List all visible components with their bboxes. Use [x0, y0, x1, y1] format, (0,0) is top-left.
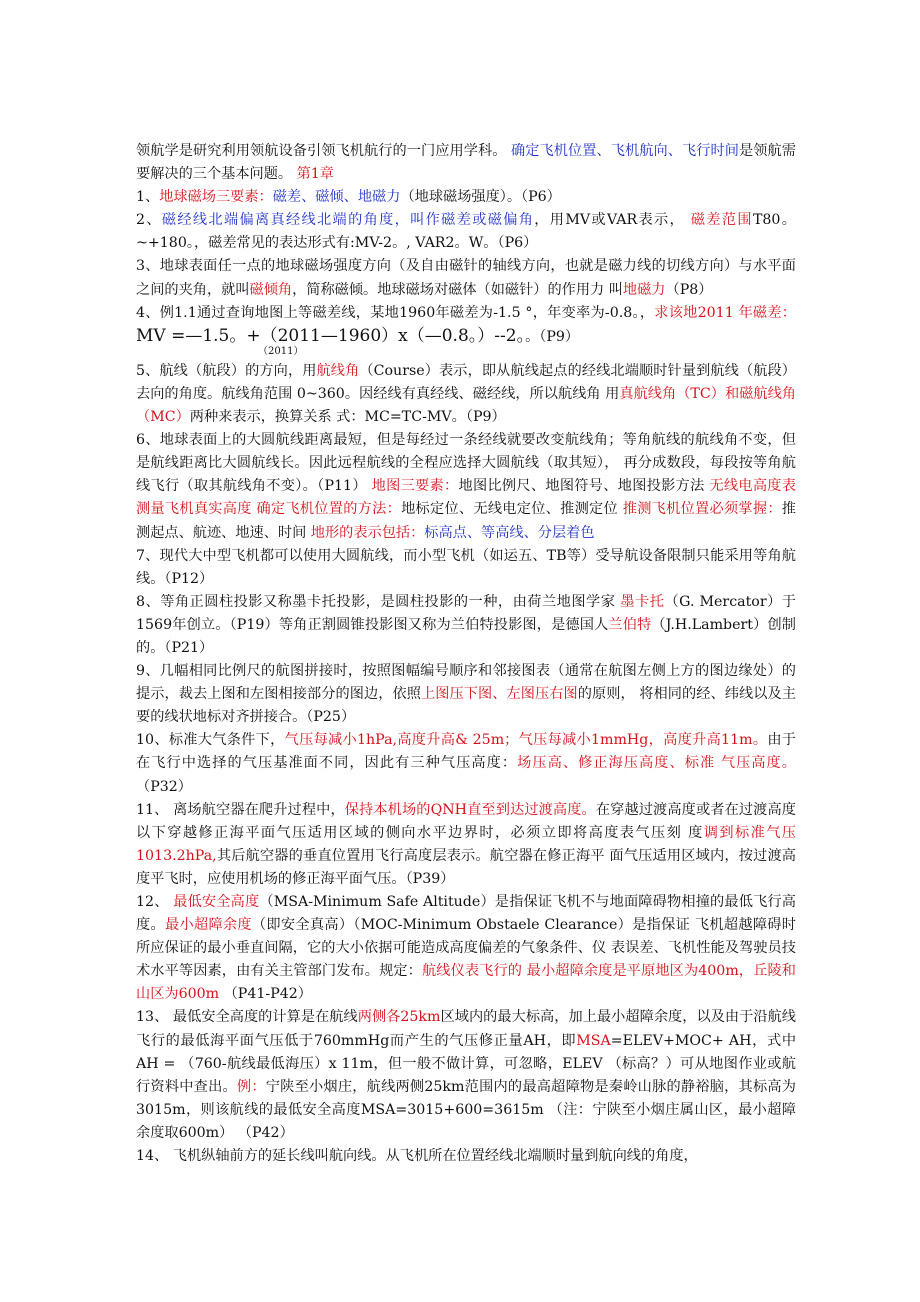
text-segment: =ELEV+MOC+ AH，式中AH = （760-航线最低海压）x 11m，但一般不做计算，可忽略，ELEV （标高？）可从地图作业或航行资料中查出。 [136, 1032, 797, 1095]
text-segment: 地磁力 [622, 281, 666, 298]
text-segment: 推测飞机位置必须掌握： [622, 501, 782, 518]
text-segment: ，用MV或VAR表示， [534, 212, 691, 229]
text-segment: 宁陕至小烟庄，航线两侧25km范围内的最高超障物是秦岭山脉的静裕脑，其标高为 3015m，则该航线的最低安全高度MSA=3015+600=3615m （注：宁陕至小烟庄属山区，最小超障余度取600m） （P42） [136, 1078, 796, 1141]
text-segment: 10、标准大气条件下， [136, 732, 285, 749]
paragraph-8 [136, 591, 796, 660]
text-segment: 场压高、修正海压高度、标准 气压高度。 [517, 755, 796, 772]
text-segment: 14、 飞机纵轴前方的延长线叫航向线。从飞机所在位置经线北端顺时量到航向线的角度， [136, 1148, 698, 1165]
text-segment: 真航线角（TC）和磁航线角（MC） [136, 385, 796, 426]
text-segment: 确定飞机位置、飞机航向、飞行时间 [511, 143, 740, 159]
paragraph-2 [136, 209, 796, 255]
text-segment: 调到标准气压1013.2hPa, [136, 824, 796, 864]
text-segment: 5、航线（航段）的方向，用 [136, 362, 317, 379]
text-segment: 领航学是研究利用领航设备引领飞机航行的一门应用学科。 [136, 143, 512, 159]
text-segment: 无线电高度表测量飞机真实高度 确定飞机位置的方法： [136, 478, 796, 518]
text-segment: 最小超障余度 [164, 917, 252, 934]
text-segment: 7、现代大中型飞机都可以使用大圆航线，而小型飞机（如运五、TB等）受导航设备限制只能采用等角航线。（P12） [136, 547, 796, 587]
text-segment: 磁倾角 [249, 281, 293, 298]
text-segment: 其后航空器的垂直位置用飞行高度层表示。航空器在修正海平 面气压适用区域内，按过渡高度平飞时，应使用机场的修正海平面气压。（P39） [136, 847, 796, 887]
text-segment: 12、 [136, 894, 174, 910]
text-segment: 航线仪表飞行的 最小超障余度是平原地区为400m，丘陵和山区为600m [136, 963, 796, 1003]
paragraph-1 [136, 186, 796, 209]
text-segment: 4、例1.1通过查询地图上等磁差线，某地1960年磁差为-1.5 °，年变率为-0.8。， [136, 304, 655, 321]
text-segment: 推测起点、航迹、地速、时间 [136, 501, 796, 541]
text-segment: MV =—1.5。+（2011—1960）x（—0.8。）--2。 [136, 325, 526, 346]
text-segment: （P41-P42） [219, 986, 312, 1003]
text-segment: T80。~+180。，磁差常见的表达形式有:MV-2。, VAR2。W。（P6） [136, 212, 796, 252]
paragraph-5 [136, 360, 796, 429]
document-page [136, 140, 796, 1168]
text-segment: 兰伯特 [608, 616, 652, 633]
paragraph-11 [136, 799, 796, 891]
paragraph-7 [136, 545, 796, 591]
text-segment: 磁差范围 [690, 212, 753, 229]
text-segment: 两种来表示，换算关系 式：MC=TC-MV。（P9） [189, 409, 506, 426]
text-segment: 地图比例尺、地图符号、地图投影方法 [458, 478, 710, 495]
text-segment: 是领航需要解决的三个基本问题。 [136, 143, 796, 183]
text-segment: 气压每减小1hPa,高度升高& 25m；气压每减小1mmHg，高度升高11m。 [284, 732, 768, 749]
formula-subscript: （2011） [258, 345, 304, 357]
text-segment: 两侧各25km [357, 1009, 441, 1026]
paragraph-6 [136, 429, 796, 544]
text-segment: MSA [576, 1032, 611, 1049]
text-segment: 1、 [136, 189, 160, 206]
text-segment: （即安全真高）（MOC-Minimum Obstaele Clearance）是指保证 飞机超越障碍时所应保证的最小垂直间隔，它的大小依据可能造成高度偏差的气象条件、仪 表误差、飞机性能及驾驶员技术水平等因素，由有关主管部门发布。规定： [136, 917, 796, 980]
text-segment: 最低安全高度 [173, 894, 260, 910]
paragraph-0 [136, 140, 796, 186]
text-segment: 求该地2011 年磁差： [654, 304, 796, 321]
text-segment: （Course）表示，即从航线起点的经线北端顺时针量到航线（航段）去向的角度。航线角范围 0~360。因经线有真经线、磁经线，所以航线角 用 [136, 362, 796, 402]
text-segment: 地形的表示包括： [310, 524, 425, 541]
text-segment: 13、 最低安全高度的计算是在航线 [136, 1009, 358, 1026]
paragraph-9 [136, 660, 796, 729]
text-segment: （P8） [665, 281, 713, 298]
text-segment: 标高点、等高线、分层着色 [424, 524, 595, 541]
text-segment: （J.H.Lambert）创制的。（P21） [136, 616, 796, 656]
text-segment: 由于在飞行中选择的气压基准面不同，因此有三种气压高度： [136, 732, 796, 772]
text-segment: 在穿越过渡高度或者在过渡高度以下穿越修正海平面气压适用区域的侧向水平边界时，必须立即将高度表气压刻 度 [136, 801, 796, 841]
text-segment: 区域内的最大标高，加上最小超障余度，以及由于沿航线飞行的最低海平面气压低于760mmHg而产生的气压修正量AH，即 [136, 1009, 796, 1049]
paragraph-14 [136, 1145, 796, 1168]
text-segment: 9、几幅相同比例尺的航图拼接时，按照图幅编号顺序和邻接图表（通常在航图左侧上方的图边缘处）的提示，裁去上图和左图相接部分的图边，依照 [136, 663, 796, 703]
text-segment: ，简称磁倾。地球磁场对磁体（如磁针）的作用力 叫 [292, 281, 623, 298]
text-segment: 地标定位、无线电定位、推测定位 [401, 501, 623, 518]
text-segment: 的原则， 将相同的经、纬线以及主要的线状地标对齐拼接合。（P25） [136, 686, 796, 726]
text-segment: （P32） [136, 778, 192, 795]
text-segment: 上图压下图、左图压右图 [420, 686, 578, 703]
text-segment: 8、等角正圆柱投影又称墨卡托投影，是圆柱投影的一种，由荷兰地图学家 [136, 593, 621, 610]
text-segment: 地图三要素： [371, 478, 459, 495]
text-segment: 3、地球表面任一点的地球磁场强度方向（及自由磁针的轴线方向，也就是磁力线的切线方向）与水平面之间的夹角，就叫 [136, 258, 796, 298]
paragraph-10 [136, 729, 796, 798]
text-segment: 磁差、磁倾、地磁力 [272, 189, 401, 206]
text-segment: 地球磁场三要素： [159, 189, 273, 206]
text-segment: （地球磁场强度）。（P6） [400, 189, 561, 206]
text-segment: 磁经线北端偏离真经线北端的角度，叫作磁差或磁偏角 [161, 212, 535, 229]
text-segment: 例： [236, 1078, 266, 1095]
paragraph-13 [136, 1006, 796, 1145]
text-segment: 。（P9） [525, 328, 580, 345]
paragraph-4 [136, 302, 796, 349]
text-segment: （MSA-Minimum Safe Altitude）是指保证飞机不与地面障碍物相撞的最低飞行高度。 [136, 894, 796, 934]
paragraph-3 [136, 255, 796, 301]
paragraph-12 [136, 891, 796, 1006]
text-segment: 6、地球表面上的大圆航线距离最短，但是每经过一条经线就要改变航线角；等角航线的航线角不变，但是航线距离比大圆航线长。因此远程航线的全程应选择大圆航线（取其短）， 再分成数段，每段按等角航线飞行（取其航线角不变）。（P11） [136, 432, 796, 495]
text-segment: （G. Mercator）于1569年创立。（P19）等角正割圆锥投影图又称为兰伯特投影图，是德国人 [136, 593, 796, 633]
text-segment: 第1章 [296, 166, 334, 183]
text-segment: 保持本机场的QNH直至到达过渡高度。 [344, 801, 596, 818]
text-segment: 航线角 [316, 362, 360, 379]
text-segment: 墨卡托 [620, 593, 665, 610]
text-segment: 2、 [136, 212, 162, 229]
text-segment: 11、 离场航空器在爬升过程中， [136, 801, 345, 818]
